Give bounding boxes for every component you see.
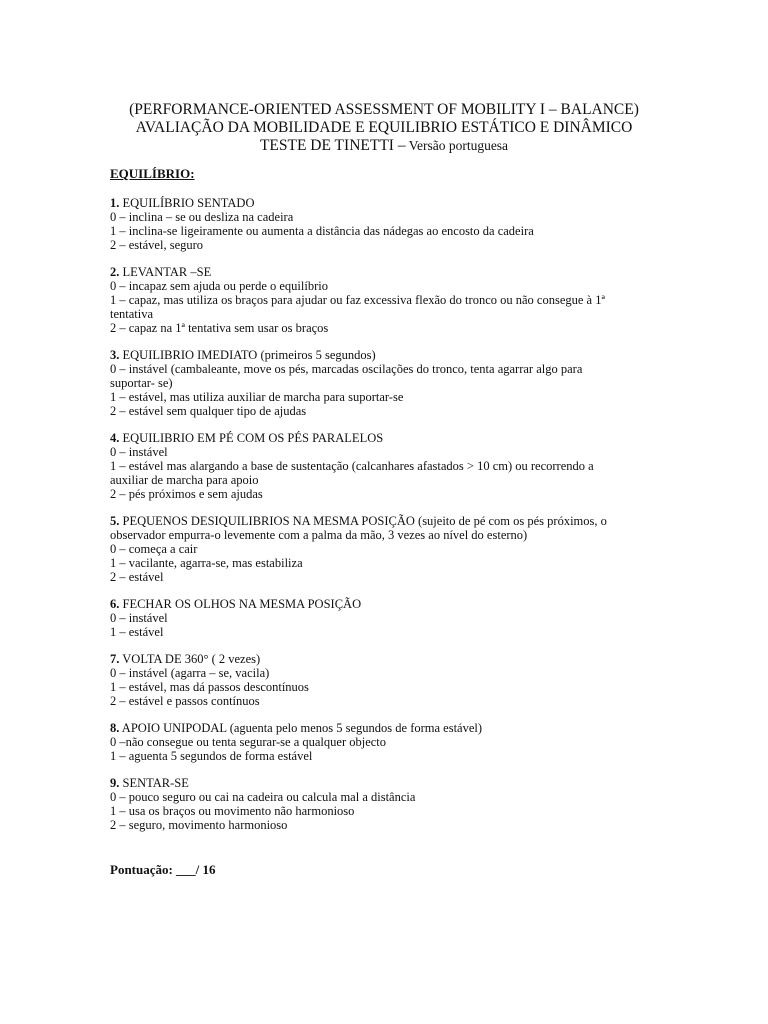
header-line-2: AVALIAÇÃO DA MOBILIDADE E EQUILIBRIO ESTÁTICO E DINÂMICO: [135, 119, 633, 136]
item-option: 0 – inclina – se ou desliza na cadeira: [110, 210, 294, 224]
item-name: APOIO UNIPODAL: [119, 721, 227, 735]
item-option: 0 – pouco seguro ou cai na cadeira ou calcula mal a distância: [110, 790, 416, 804]
section-title: EQUILÍBRIO:: [110, 166, 195, 181]
item-note: ( 2 vezes): [208, 652, 261, 666]
item-name: SENTAR-SE: [119, 776, 189, 790]
item-name: EQUILIBRIO IMEDIATO: [119, 348, 258, 362]
header-test-name: TESTE DE TINETTI –: [259, 137, 406, 154]
item-name: LEVANTAR –SE: [119, 265, 212, 279]
item-number: 6.: [110, 597, 120, 611]
item-option: 0 –não consegue ou tenta segurar-se a qualquer objecto: [110, 735, 387, 749]
item-number: 5.: [110, 514, 120, 528]
item-title: [110, 514, 630, 542]
item-option: 2 – seguro, movimento harmonioso: [110, 818, 288, 832]
item-number: 3.: [110, 348, 120, 362]
item-option: 2 – capaz na 1ª tentativa sem usar os braços: [110, 321, 329, 335]
assessment-item: [110, 348, 630, 418]
item-option: 1 – estável, mas utiliza auxiliar de marcha para suportar-se: [110, 390, 404, 404]
item-title: [110, 652, 630, 666]
item-option: 2 – estável: [110, 570, 164, 584]
assessment-item: [110, 431, 630, 501]
item-option: 0 – incapaz sem ajuda ou perde o equilíbrio: [110, 279, 328, 293]
item-title: [110, 196, 630, 210]
item-number: 2.: [110, 265, 120, 279]
assessment-item: [110, 265, 630, 335]
item-number: 9.: [110, 776, 120, 790]
item-number: 1.: [110, 196, 120, 210]
header-line-1: (PERFORMANCE-ORIENTED ASSESSMENT OF MOBILITY I – BALANCE): [129, 101, 639, 118]
document-header: [0, 101, 768, 155]
item-option: 2 – estável sem qualquer tipo de ajudas: [110, 404, 307, 418]
item-title: [110, 431, 630, 445]
item-note: (primeiros 5 segundos): [257, 348, 376, 362]
item-name: EQUILÍBRIO SENTADO: [119, 196, 255, 210]
item-option: 1 – estável mas alargando a base de sustentação (calcanhares afastados > 10 cm) ou recorrendo a auxiliar de marcha para apoio: [110, 459, 594, 487]
assessment-item: [110, 514, 630, 584]
item-number: 4.: [110, 431, 120, 445]
assessment-item: [110, 196, 630, 252]
item-title: [110, 265, 630, 279]
item-option: 1 – estável, mas dá passos descontínuos: [110, 680, 309, 694]
item-option: 1 – vacilante, agarra-se, mas estabiliza: [110, 556, 303, 570]
item-option: 2 – estável, seguro: [110, 238, 204, 252]
header-version: Versão portuguesa: [405, 138, 509, 153]
item-option: 0 – instável (agarra – se, vacila): [110, 666, 270, 680]
item-number: 8.: [110, 721, 120, 735]
item-option: 0 – instável: [110, 611, 168, 625]
item-option: 1 – aguenta 5 segundos de forma estável: [110, 749, 313, 763]
item-option: 0 – instável (cambaleante, move os pés, marcadas oscilações do tronco, tenta agarrar algo para suportar- se): [110, 362, 583, 390]
item-name: PEQUENOS DESIQUILIBRIOS NA MESMA POSIÇÃO: [119, 514, 415, 528]
item-option: 2 – estável e passos contínuos: [110, 694, 260, 708]
item-note: (aguenta pelo menos 5 segundos de forma estável): [226, 721, 483, 735]
assessment-items: [110, 196, 630, 845]
header-line-3: [0, 137, 768, 155]
assessment-item: [110, 597, 630, 639]
item-option: 1 – capaz, mas utiliza os braços para ajudar ou faz excessiva flexão do tronco ou não consegue à 1ª tentativa: [110, 293, 605, 321]
item-title: [110, 348, 630, 362]
item-name: EQUILIBRIO EM PÉ COM OS PÉS PARALELOS: [119, 431, 384, 445]
item-title: [110, 721, 630, 735]
item-name: VOLTA DE 360°: [119, 652, 209, 666]
item-title: [110, 597, 630, 611]
total-score: Pontuação: ___/ 16: [110, 862, 216, 877]
item-option: 0 – instável: [110, 445, 168, 459]
item-option: 0 – começa a cair: [110, 542, 198, 556]
item-name: FECHAR OS OLHOS NA MESMA POSIÇÃO: [119, 597, 362, 611]
item-option: 1 – estável: [110, 625, 164, 639]
item-option: 1 – inclina-se ligeiramente ou aumenta a distância das nádegas ao encosto da cadeira: [110, 224, 534, 238]
assessment-item: [110, 721, 630, 763]
item-note: (sujeito de pé com os pés próximos, o observador empurra-o levemente com a palma da mão, 3 vezes ao nível do esterno): [110, 514, 607, 542]
item-option: 2 – pés próximos e sem ajudas: [110, 487, 263, 501]
item-number: 7.: [110, 652, 120, 666]
item-option: 1 – usa os braços ou movimento não harmonioso: [110, 804, 355, 818]
assessment-item: [110, 652, 630, 708]
item-title: [110, 776, 630, 790]
assessment-item: [110, 776, 630, 832]
